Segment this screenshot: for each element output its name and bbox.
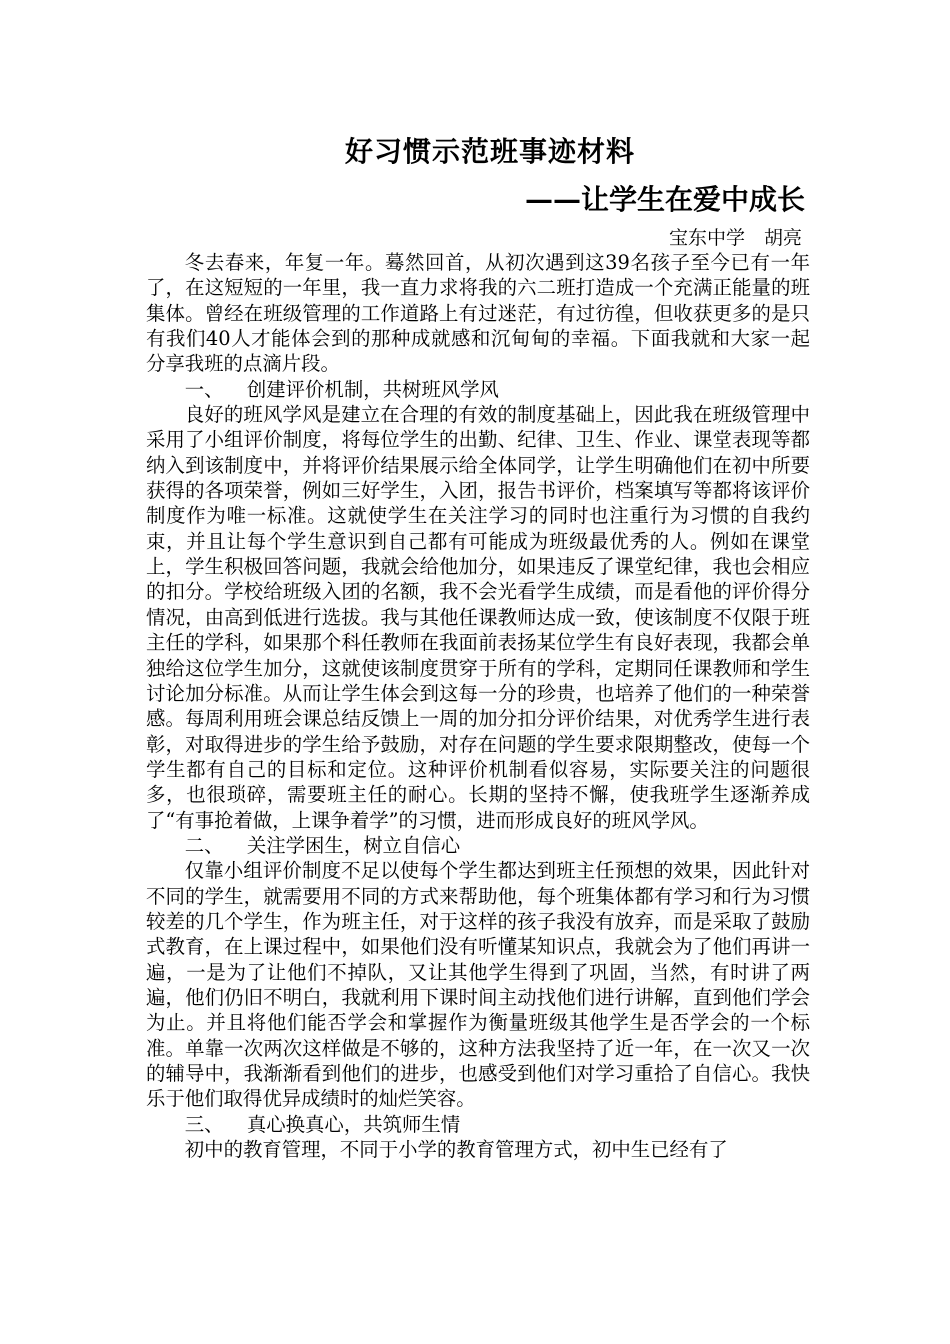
intro-paragraph: 冬去春来，年复一年。蓦然回首，从初次遇到这39名孩子至今已有一年了，在这短短的一年里，我一直力求将我的六二班打造成一个充满正能量的班集体。曾经在班级管理的工作道路上有过迷茫，有过彷徨，但收获更多的是只有我们40人才能体会到的那种成就感和沉甸甸的幸福。下面我就和大家一起分享我班的点滴片段。 [146,251,810,376]
section-heading-text: 创建评价机制，共树班风学风 [246,377,499,401]
section-paragraph-1: 良好的班风学风是建立在合理的有效的制度基础上，因此我在班级管理中采用了小组评价制度，将每位学生的出勤、纪律、卫生、作业、课堂表现等都纳入到该制度中，并将评价结果展示给全体同学，让学生明确他们在初中所要获得的各项荣誉，例如三好学生，入团，报告书评价，档案填写等都将该评价制度作为唯一标准。这就使学生在关注学习的同时也注重行为习惯的自我约束，并且让每个学生意识到自己都有可能成为班级最优秀的人。例如在课堂上，学生积极回答问题，我就会给他加分，如果违反了课堂纪律，我也会相应的扣分。学校给班级入团的名额，我不会光看学生成绩，而是看他的评价得分情况，由高到低进行选拔。我与其他任课教师达成一致，使该制度不仅限于班主任的学科，如果那个科任教师在我面前表扬某位学生有良好表现，我都会单独给这位学生加分，这就使该制度贯穿于所有的学科，定期同任课教师和学生讨论加分标准。从而让学生体会到这每一分的珍贵，也培养了他们的一种荣誉感。每周利用班会课总结反馈上一周的加分扣分评价结果，对优秀学生进行表彰，对取得进步的学生给予鼓励，对存在问题的学生要求限期整改，使每一个学生都有自己的目标和定位。这种评价机制看似容易，实际要关注的问题很多，也很琐碎，需要班主任的耐心。长期的坚持不懈，使我班学生逐渐养成了“有事抢着做，上课争着学”的习惯，进而形成良好的班风学风。 [146,403,810,832]
section-paragraph-2: 仅靠小组评价制度不足以使每个学生都达到班主任预想的效果，因此针对不同的学生，就需要用不同的方式来帮助他，每个班集体都有学习和行为习惯较差的几个学生，作为班主任，对于这样的孩子我没有放弃，而是采取了鼓励式教育，在上课过程中，如果他们没有听懂某知识点，我就会为了他们再讲一遍，一是为了让他们不掉队，又让其他学生得到了巩固，当然，有时讲了两遍，他们仍旧不明白，我就利用下课时间主动找他们进行讲解，直到他们学会为止。并且将他们能否学会和掌握作为衡量班级其他学生是否学会的一个标准。单靠一次两次这样做是不够的，这种方法我坚持了近一年，在一次又一次的辅导中，我渐渐看到他们的进步，也感受到他们对学习重拾了自信心。我快乐于他们取得优异成绩时的灿烂笑容。 [146,859,810,1111]
document-title: 好习惯示范班事迹材料 [344,135,635,168]
section-number: 三、 [184,1112,224,1136]
section-number: 一、 [184,377,224,401]
author-line: 宝东中学 胡亮 [668,227,802,249]
section-heading-text: 关注学困生，树立自信心 [246,833,461,857]
document-subtitle: ——让学生在爱中成长 [524,183,805,216]
section-heading-3 [146,1112,810,1137]
section-heading-2 [146,833,810,858]
section-heading-1 [146,377,810,402]
section-paragraph-3: 初中的教育管理，不同于小学的教育管理方式，初中生已经有了 [184,1138,728,1162]
section-heading-text: 真心换真心，共筑师生情 [246,1112,461,1136]
document-body [146,250,810,1162]
section-number: 二、 [184,833,224,857]
